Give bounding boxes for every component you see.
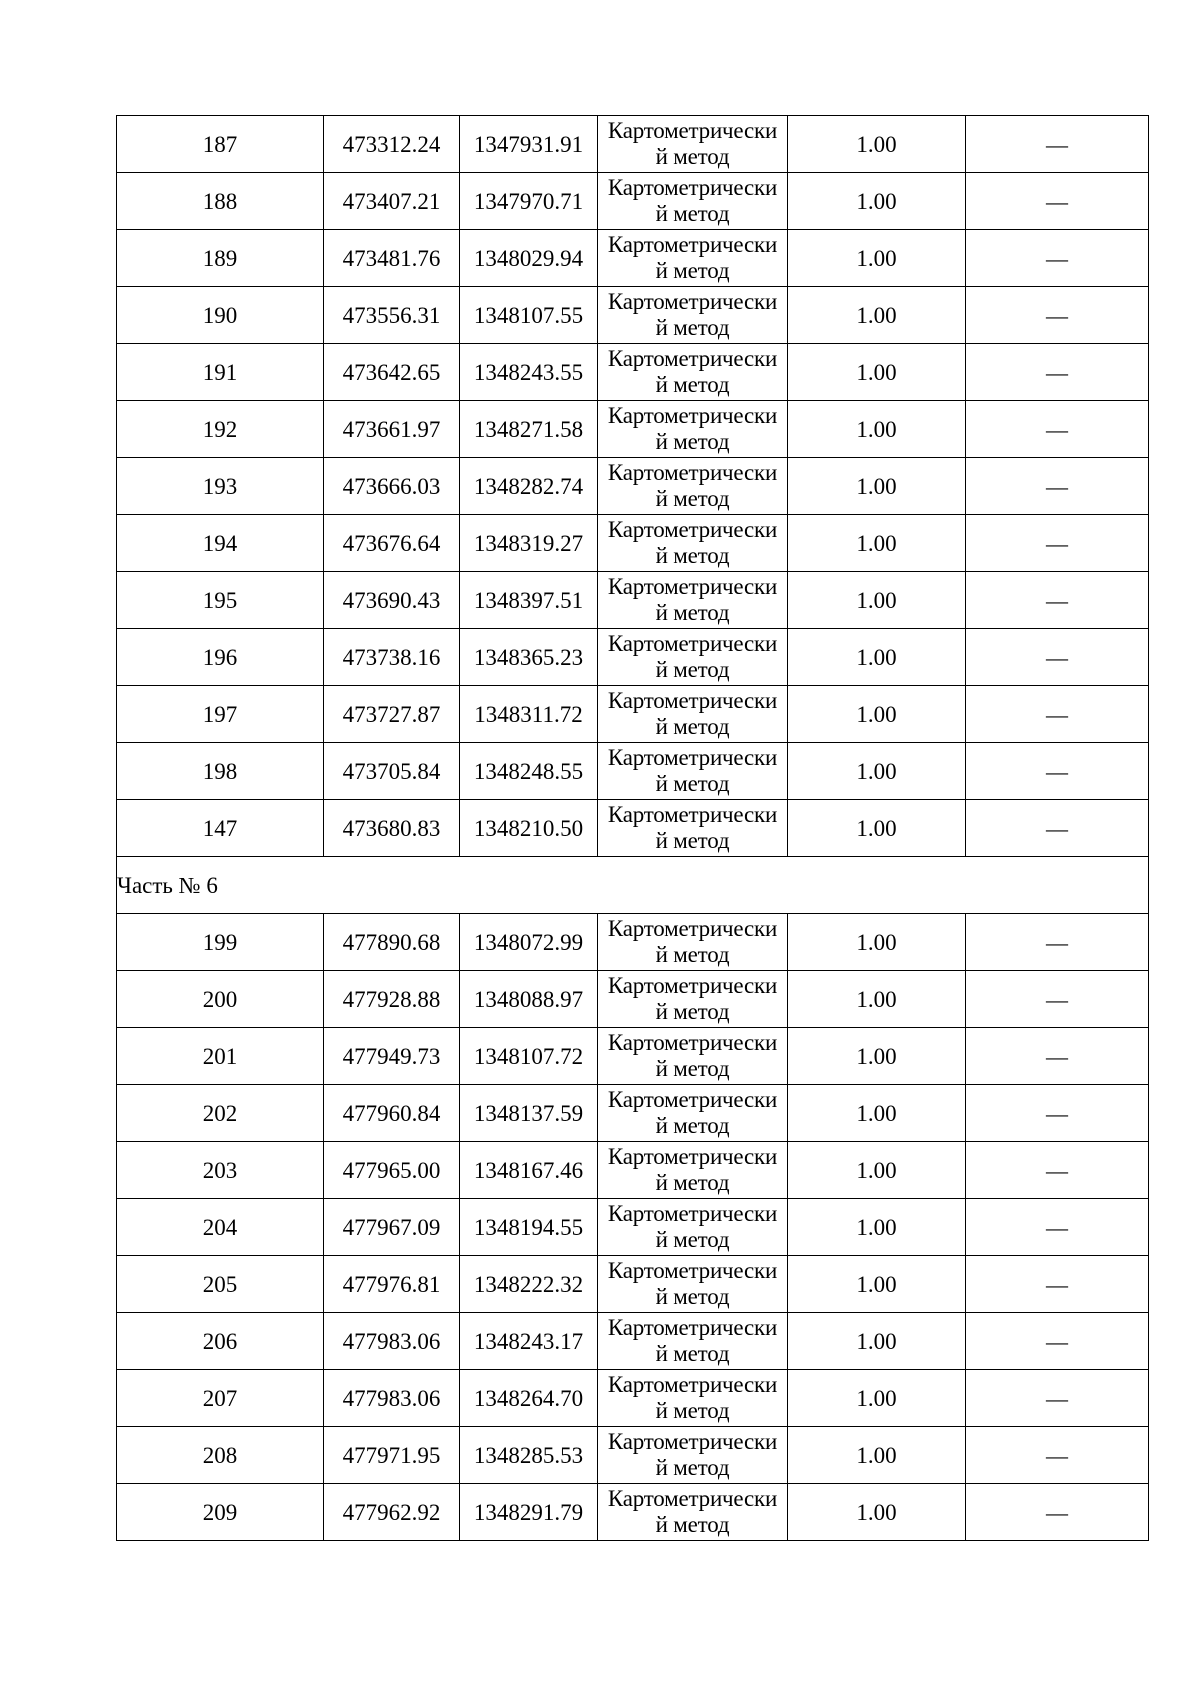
y-coordinate-cell: 1348137.59 xyxy=(460,1085,598,1142)
method-text-line-2: й метод xyxy=(655,372,730,397)
note-cell: — xyxy=(966,401,1149,458)
method-text-line-1: Картометрически xyxy=(607,802,778,827)
method-text-line-1: Картометрически xyxy=(607,973,778,998)
accuracy-cell: 1.00 xyxy=(788,914,966,971)
method-text-line-1: Картометрически xyxy=(607,574,778,599)
accuracy-cell: 1.00 xyxy=(788,971,966,1028)
method-text-line-2: й метод xyxy=(655,201,730,226)
accuracy-cell: 1.00 xyxy=(788,515,966,572)
method-text-line-1: Картометрически xyxy=(607,745,778,770)
y-coordinate-cell: 1348397.51 xyxy=(460,572,598,629)
method-cell xyxy=(598,1085,788,1142)
accuracy-cell: 1.00 xyxy=(788,116,966,173)
method-cell xyxy=(598,1370,788,1427)
method-text-line-1: Картометрически xyxy=(607,289,778,314)
method-cell xyxy=(598,116,788,173)
point-number-cell: 147 xyxy=(117,800,324,857)
section-heading: Часть № 6 xyxy=(117,857,1149,914)
point-number-cell: 196 xyxy=(117,629,324,686)
point-number-cell: 199 xyxy=(117,914,324,971)
method-text-line-2: й метод xyxy=(655,1170,730,1195)
x-coordinate-cell: 473705.84 xyxy=(324,743,460,800)
table-row xyxy=(117,743,1149,800)
method-text-line-2: й метод xyxy=(655,1455,730,1480)
method-text-line-2: й метод xyxy=(655,714,730,739)
accuracy-cell: 1.00 xyxy=(788,1085,966,1142)
y-coordinate-cell: 1348222.32 xyxy=(460,1256,598,1313)
point-number-cell: 203 xyxy=(117,1142,324,1199)
y-coordinate-cell: 1348285.53 xyxy=(460,1427,598,1484)
method-text-line-1: Картометрически xyxy=(607,1486,778,1511)
note-cell: — xyxy=(966,686,1149,743)
x-coordinate-cell: 477967.09 xyxy=(324,1199,460,1256)
x-coordinate-cell: 477960.84 xyxy=(324,1085,460,1142)
accuracy-cell: 1.00 xyxy=(788,800,966,857)
note-cell: — xyxy=(966,173,1149,230)
x-coordinate-cell: 477983.06 xyxy=(324,1313,460,1370)
accuracy-cell: 1.00 xyxy=(788,1199,966,1256)
y-coordinate-cell: 1348243.55 xyxy=(460,344,598,401)
method-text-line-2: й метод xyxy=(655,1227,730,1252)
y-coordinate-cell: 1348107.55 xyxy=(460,287,598,344)
note-cell: — xyxy=(966,1370,1149,1427)
y-coordinate-cell: 1348210.50 xyxy=(460,800,598,857)
y-coordinate-cell: 1348167.46 xyxy=(460,1142,598,1199)
point-number-cell: 194 xyxy=(117,515,324,572)
point-number-cell: 198 xyxy=(117,743,324,800)
point-number-cell: 193 xyxy=(117,458,324,515)
y-coordinate-cell: 1348264.70 xyxy=(460,1370,598,1427)
method-text-line-2: й метод xyxy=(655,999,730,1024)
y-coordinate-cell: 1348365.23 xyxy=(460,629,598,686)
table-row xyxy=(117,1028,1149,1085)
y-coordinate-cell: 1348072.99 xyxy=(460,914,598,971)
accuracy-cell: 1.00 xyxy=(788,1142,966,1199)
method-text-line-2: й метод xyxy=(655,1512,730,1537)
accuracy-cell: 1.00 xyxy=(788,1370,966,1427)
accuracy-cell: 1.00 xyxy=(788,1484,966,1541)
method-text-line-2: й метод xyxy=(655,258,730,283)
method-text-line-1: Картометрически xyxy=(607,1258,778,1283)
table-row xyxy=(117,1085,1149,1142)
method-text-line-1: Картометрически xyxy=(607,175,778,200)
method-cell xyxy=(598,458,788,515)
y-coordinate-cell: 1348029.94 xyxy=(460,230,598,287)
y-coordinate-cell: 1348319.27 xyxy=(460,515,598,572)
note-cell: — xyxy=(966,1427,1149,1484)
note-cell: — xyxy=(966,572,1149,629)
table-row xyxy=(117,1370,1149,1427)
x-coordinate-cell: 473738.16 xyxy=(324,629,460,686)
note-cell: — xyxy=(966,800,1149,857)
x-coordinate-cell: 473556.31 xyxy=(324,287,460,344)
method-cell xyxy=(598,1028,788,1085)
x-coordinate-cell: 473661.97 xyxy=(324,401,460,458)
table-row xyxy=(117,515,1149,572)
accuracy-cell: 1.00 xyxy=(788,344,966,401)
note-cell: — xyxy=(966,1142,1149,1199)
note-cell: — xyxy=(966,743,1149,800)
y-coordinate-cell: 1348243.17 xyxy=(460,1313,598,1370)
method-cell xyxy=(598,1142,788,1199)
accuracy-cell: 1.00 xyxy=(788,401,966,458)
table-row xyxy=(117,230,1149,287)
method-cell xyxy=(598,1313,788,1370)
method-cell xyxy=(598,629,788,686)
note-cell: — xyxy=(966,1313,1149,1370)
method-text-line-2: й метод xyxy=(655,1398,730,1423)
method-text-line-1: Картометрически xyxy=(607,232,778,257)
note-cell: — xyxy=(966,629,1149,686)
note-cell: — xyxy=(966,1085,1149,1142)
y-coordinate-cell: 1348291.79 xyxy=(460,1484,598,1541)
method-cell xyxy=(598,971,788,1028)
method-cell xyxy=(598,515,788,572)
x-coordinate-cell: 473407.21 xyxy=(324,173,460,230)
method-text-line-1: Картометрически xyxy=(607,1144,778,1169)
point-number-cell: 209 xyxy=(117,1484,324,1541)
method-cell xyxy=(598,914,788,971)
accuracy-cell: 1.00 xyxy=(788,1313,966,1370)
method-text-line-2: й метод xyxy=(655,486,730,511)
table-row xyxy=(117,1427,1149,1484)
y-coordinate-cell: 1348271.58 xyxy=(460,401,598,458)
x-coordinate-cell: 473690.43 xyxy=(324,572,460,629)
table-row xyxy=(117,116,1149,173)
table-row xyxy=(117,1256,1149,1313)
note-cell: — xyxy=(966,1028,1149,1085)
method-text-line-2: й метод xyxy=(655,1113,730,1138)
method-text-line-1: Картометрически xyxy=(607,688,778,713)
point-number-cell: 206 xyxy=(117,1313,324,1370)
x-coordinate-cell: 473666.03 xyxy=(324,458,460,515)
note-cell: — xyxy=(966,287,1149,344)
table-row xyxy=(117,458,1149,515)
method-text-line-2: й метод xyxy=(655,600,730,625)
x-coordinate-cell: 473676.64 xyxy=(324,515,460,572)
table-row xyxy=(117,1142,1149,1199)
note-cell: — xyxy=(966,971,1149,1028)
method-text-line-1: Картометрически xyxy=(607,916,778,941)
method-text-line-1: Картометрически xyxy=(607,517,778,542)
method-text-line-1: Картометрически xyxy=(607,1315,778,1340)
method-text-line-1: Картометрически xyxy=(607,1372,778,1397)
method-cell xyxy=(598,230,788,287)
method-text-line-1: Картометрически xyxy=(607,346,778,371)
table-row xyxy=(117,173,1149,230)
y-coordinate-cell: 1347970.71 xyxy=(460,173,598,230)
section-heading-row xyxy=(117,857,1149,914)
accuracy-cell: 1.00 xyxy=(788,629,966,686)
note-cell: — xyxy=(966,1256,1149,1313)
method-text-line-1: Картометрически xyxy=(607,631,778,656)
point-number-cell: 187 xyxy=(117,116,324,173)
method-text-line-2: й метод xyxy=(655,942,730,967)
method-text-line-1: Картометрически xyxy=(607,1429,778,1454)
accuracy-cell: 1.00 xyxy=(788,458,966,515)
table-row xyxy=(117,401,1149,458)
point-number-cell: 189 xyxy=(117,230,324,287)
method-text-line-2: й метод xyxy=(655,771,730,796)
accuracy-cell: 1.00 xyxy=(788,1427,966,1484)
table-row xyxy=(117,1313,1149,1370)
method-cell xyxy=(598,1484,788,1541)
method-cell xyxy=(598,401,788,458)
note-cell: — xyxy=(966,116,1149,173)
table-row xyxy=(117,971,1149,1028)
method-text-line-2: й метод xyxy=(655,315,730,340)
x-coordinate-cell: 477971.95 xyxy=(324,1427,460,1484)
x-coordinate-cell: 477976.81 xyxy=(324,1256,460,1313)
method-text-line-1: Картометрически xyxy=(607,403,778,428)
method-cell xyxy=(598,344,788,401)
method-cell xyxy=(598,1256,788,1313)
table-row xyxy=(117,1199,1149,1256)
y-coordinate-cell: 1348088.97 xyxy=(460,971,598,1028)
method-cell xyxy=(598,800,788,857)
y-coordinate-cell: 1347931.91 xyxy=(460,116,598,173)
accuracy-cell: 1.00 xyxy=(788,173,966,230)
point-number-cell: 202 xyxy=(117,1085,324,1142)
point-number-cell: 192 xyxy=(117,401,324,458)
x-coordinate-cell: 477983.06 xyxy=(324,1370,460,1427)
point-number-cell: 200 xyxy=(117,971,324,1028)
accuracy-cell: 1.00 xyxy=(788,572,966,629)
x-coordinate-cell: 477949.73 xyxy=(324,1028,460,1085)
accuracy-cell: 1.00 xyxy=(788,1028,966,1085)
x-coordinate-cell: 477962.92 xyxy=(324,1484,460,1541)
coordinates-table-body xyxy=(117,116,1149,1541)
method-text-line-2: й метод xyxy=(655,144,730,169)
note-cell: — xyxy=(966,458,1149,515)
table-row xyxy=(117,344,1149,401)
method-cell xyxy=(598,743,788,800)
method-text-line-1: Картометрически xyxy=(607,1030,778,1055)
point-number-cell: 188 xyxy=(117,173,324,230)
method-text-line-2: й метод xyxy=(655,657,730,682)
method-text-line-2: й метод xyxy=(655,1341,730,1366)
method-text-line-2: й метод xyxy=(655,429,730,454)
table-row xyxy=(117,629,1149,686)
method-cell xyxy=(598,287,788,344)
x-coordinate-cell: 473481.76 xyxy=(324,230,460,287)
point-number-cell: 207 xyxy=(117,1370,324,1427)
table-row xyxy=(117,914,1149,971)
point-number-cell: 195 xyxy=(117,572,324,629)
point-number-cell: 197 xyxy=(117,686,324,743)
method-text-line-1: Картометрически xyxy=(607,1201,778,1226)
point-number-cell: 204 xyxy=(117,1199,324,1256)
note-cell: — xyxy=(966,1199,1149,1256)
method-text-line-2: й метод xyxy=(655,1056,730,1081)
method-text-line-1: Картометрически xyxy=(607,1087,778,1112)
table-row xyxy=(117,686,1149,743)
x-coordinate-cell: 477928.88 xyxy=(324,971,460,1028)
table-row xyxy=(117,572,1149,629)
y-coordinate-cell: 1348282.74 xyxy=(460,458,598,515)
accuracy-cell: 1.00 xyxy=(788,287,966,344)
method-text-line-2: й метод xyxy=(655,1284,730,1309)
y-coordinate-cell: 1348248.55 xyxy=(460,743,598,800)
method-cell xyxy=(598,686,788,743)
y-coordinate-cell: 1348311.72 xyxy=(460,686,598,743)
x-coordinate-cell: 473312.24 xyxy=(324,116,460,173)
point-number-cell: 205 xyxy=(117,1256,324,1313)
coordinates-table xyxy=(116,115,1149,1541)
point-number-cell: 191 xyxy=(117,344,324,401)
method-text-line-2: й метод xyxy=(655,828,730,853)
note-cell: — xyxy=(966,1484,1149,1541)
method-cell xyxy=(598,1199,788,1256)
method-text-line-2: й метод xyxy=(655,543,730,568)
method-text-line-1: Картометрически xyxy=(607,460,778,485)
point-number-cell: 208 xyxy=(117,1427,324,1484)
x-coordinate-cell: 473680.83 xyxy=(324,800,460,857)
accuracy-cell: 1.00 xyxy=(788,230,966,287)
table-row xyxy=(117,1484,1149,1541)
point-number-cell: 190 xyxy=(117,287,324,344)
note-cell: — xyxy=(966,914,1149,971)
x-coordinate-cell: 477890.68 xyxy=(324,914,460,971)
method-text-line-1: Картометрически xyxy=(607,118,778,143)
accuracy-cell: 1.00 xyxy=(788,743,966,800)
method-cell xyxy=(598,173,788,230)
table-row xyxy=(117,800,1149,857)
note-cell: — xyxy=(966,515,1149,572)
table-row xyxy=(117,287,1149,344)
x-coordinate-cell: 473727.87 xyxy=(324,686,460,743)
note-cell: — xyxy=(966,344,1149,401)
note-cell: — xyxy=(966,230,1149,287)
y-coordinate-cell: 1348194.55 xyxy=(460,1199,598,1256)
y-coordinate-cell: 1348107.72 xyxy=(460,1028,598,1085)
method-cell xyxy=(598,572,788,629)
x-coordinate-cell: 477965.00 xyxy=(324,1142,460,1199)
x-coordinate-cell: 473642.65 xyxy=(324,344,460,401)
accuracy-cell: 1.00 xyxy=(788,686,966,743)
method-cell xyxy=(598,1427,788,1484)
point-number-cell: 201 xyxy=(117,1028,324,1085)
accuracy-cell: 1.00 xyxy=(788,1256,966,1313)
